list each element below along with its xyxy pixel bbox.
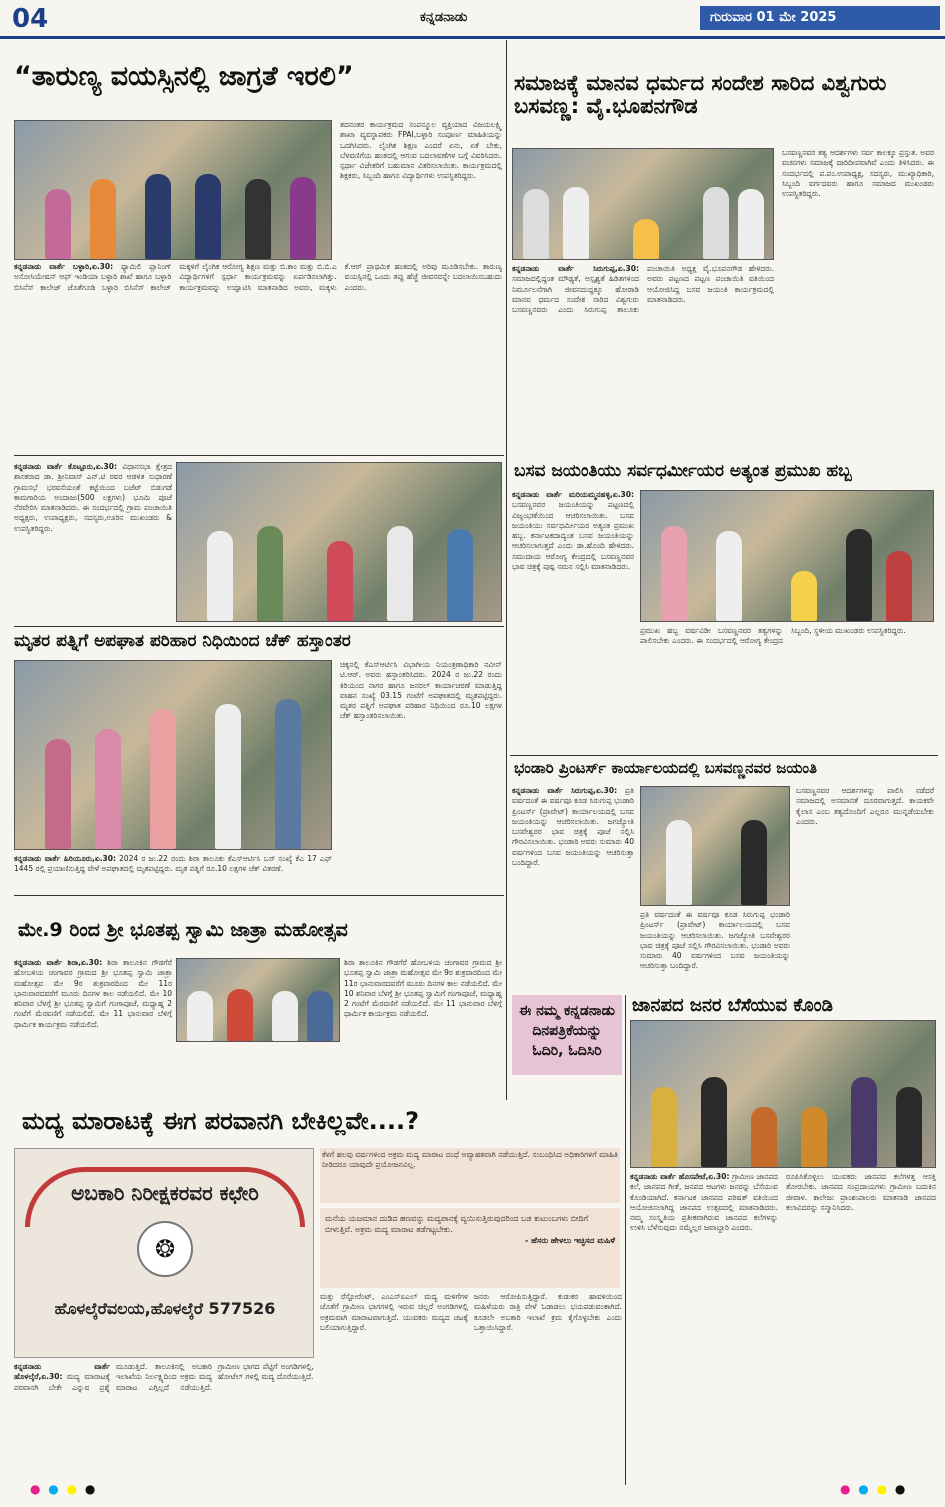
body-a2: ಕನ್ನಡನಾಡು ವಾರ್ತೆ ಸಿರುಗುಪ್ಪ,ಏ.30: ಸಮಾಜದಲ್ಲಿದ್ದಂತ ಮೌಢ್ಯತೆ, ಅಸ್ಪೃಶ್ಯತೆ ಹಿಡಿತಗಳಿಂದ ನಿರ್ಮೂಲನೆಗಾಗಿ ಜೀವನದುದ್ದಕ್ಕೂ ಹೋರಾಡಿ ಮಾನವ ಧರ್ಮದ ಸಂದೇಶ ಸಾರಿದ ವಿಶ್ವಗುರು ಬಸವಣ್ಣನವರು ಎಂದು ಸಿರುಗುಪ್ಪ ತಾಲೂಕು ಪಂಚಾಯಿತಿ ಅಧ್ಯಕ್ಷ ವೈ.ಭೂಪನಗೌಡ ಹೇಳಿದರು. ಅವರು ಪಟ್ಟಣದ ಪಟ್ಟಣ ಪಂಚಾಯಿತಿ ವತಿಯಿಂದ ಆಯೋಜಿಸಿದ್ದ ಬಸವ ಜಯಂತಿ ಕಾರ್ಯಕ್ರಮದಲ್ಲಿ ಮಾತನಾಡಿದರು. <box>512 264 774 315</box>
section-rule <box>14 455 504 456</box>
headline-a4: ಮೃತರ ಪತ್ನಿಗೆ ಅಪಘಾತ ಪರಿಹಾರ ನಿಧಿಯಿಂದ ಚೆಕ್ ಹಸ್ತಾಂತರ <box>14 631 351 651</box>
dateline-a5: ಕನ್ನಡನಾಡು ವಾರ್ತೆ ಶಿರಾ,ಏ.30: <box>14 958 103 967</box>
headline-a1: “ತಾರುಣ್ಯ ವಯಸ್ಸಿನಲ್ಲಿ ಜಾಗ್ರತೆ ಇರಲಿ” <box>14 61 354 92</box>
body-a7: ಕನ್ನಡನಾಡು ವಾರ್ತೆ ಸಿರುಗುಪ್ಪ,ಏ.30: ಪ್ರತಿ ವರ್ಷದಂತೆ ಈ ವರ್ಷವೂ ಕೂಡ ಸಿರುಗುಪ್ಪ ಭಂಡಾರಿ ಪ್ರಿಂಟರ್ಸ್ (ಪ್ರಾವೇಟ್) ಕಾರ್ಯಾಲಯದಲ್ಲಿ ಬಸವ ಜಯಂತಿಯನ್ನು ಆಚರಿಸಲಾಯಿತು. ಜಗಜ್ಯೋತಿ ಬಸವೇಶ್ವರರ ಭಾವ ಚಿತ್ರಕ್ಕೆ ಪೂಜೆ ಸಲ್ಲಿಸಿ ಗೌರವಿಸಲಾಯಿತು. ಭಂಡಾರಿ ಅವರು ಸುಮಾರು 40 ವರ್ಷಗಳಿಂದ ಬಸವ ಜಯಂತಿಯನ್ನು ಆಚರಿಸುತ್ತಾ ಬಂದಿದ್ದಾರೆ. <box>512 786 634 868</box>
photo-a4 <box>14 660 332 850</box>
photo-a8 <box>630 1020 936 1168</box>
photo-a1 <box>14 120 332 260</box>
photo-a7 <box>640 786 790 906</box>
photo-a2 <box>512 148 774 260</box>
body-a9-col3: ಜನರು ಆರೋಪಿಸುತ್ತಿದ್ದಾರೆ. ಕುಡುಕರ ಹಾವಳಿಯಿಂದ ಮಹಿಳೆಯರು ರಾತ್ರಿ ವೇಳೆ ಓಡಾಡಲು ಭಯಪಡುವಂತಾಗಿದೆ. ಕೂಡಲೇ ಅಬಕಾರಿ ಇಲಾಖೆ ಕ್ರಮ ಕೈಗೊಳ್ಳಬೇಕು ಎಂದು ಒತ್ತಾಯಿಸಿದ್ದಾರೆ. <box>474 1292 622 1332</box>
dateline-a1: ಕನ್ನಡನಾಡು ವಾರ್ತೆ ಬಳ್ಳಾರಿ,ಏ.30: <box>14 262 114 271</box>
body-a9-col2: ಮತ್ತು ರೆಸ್ಟೋರೆಂಟ್, ಎಂಎಸ್ಐಎಲ್ ಮದ್ಯ ಮಳಿಗೆಗಳ ಜೊತೆಗೆ ಗ್ರಾಮೀಣ ಭಾಗಗಳಲ್ಲಿ ಇರುವ ಚಿಲ್ಲರೆ ಅಂಗಡಿಗಳಲ್ಲಿ ಅಕ್ರಮವಾಗಿ ಮಾರಾಟವಾಗುತ್ತಿದೆ. ಯುವಕರು ಮದ್ಯದ ಚಟಕ್ಕೆ ಬಲಿಯಾಗುತ್ತಿದ್ದಾರೆ. <box>320 1292 468 1332</box>
body-a2b: ಬಸವಣ್ಣನವರ ತತ್ವ ಆದರ್ಶಗಳು ಸರ್ವ ಕಾಲಕ್ಕೂ ಪ್ರಸ್ತುತ. ಅವರ ವಚನಗಳು ಸಮಾಜಕ್ಕೆ ದಾರಿದೀಪವಾಗಿವೆ ಎಂದು ತಿಳಿಸಿದರು. ಈ ಸಂದರ್ಭದಲ್ಲಿ ಪ.ಪಂ.ಉಪಾಧ್ಯಕ್ಷ, ಸದಸ್ಯರು, ಮುಖ್ಯಾಧಿಕಾರಿ, ಸಿಬ್ಬಂದಿ ವರ್ಗದವರು ಹಾಗೂ ಸಮಾಜದ ಮುಖಂಡರು ಉಪಸ್ಥಿತರಿದ್ದರು. <box>782 148 934 199</box>
headline-a7: ಭಂಡಾರಿ ಪ್ರಿಂಟರ್ಸ್ ಕಾರ್ಯಾಲಯದಲ್ಲಿ ಬಸವಣ್ಣನವರ ಜಯಂತಿ <box>514 759 817 777</box>
dateline-a8: ಕನ್ನಡನಾಡು ವಾರ್ತೆ ಹೊಸಪೇಟೆ,ಏ.30: <box>630 1172 730 1181</box>
body-a8: ಕನ್ನಡನಾಡು ವಾರ್ತೆ ಹೊಸಪೇಟೆ,ಏ.30: ಗ್ರಾಮೀಣ ಜಾನಪದ ಕಲೆ, ಜಾನಪದ ಗೀತೆ, ಜನಪದ ಆಟಗಳು ಜನರನ್ನು ಬೆಸೆಯುವ ಕೊಂಡಿಯಾಗಿದೆ. ಕರ್ನಾಟಕ ಜಾನಪದ ಪರಿಷತ್ ವತಿಯಿಂದ ಆಯೋಜಿಸಲಾಗಿದ್ದ ಜಾನಪದ ಉತ್ಸವದಲ್ಲಿ ಮಾತನಾಡಿದರು. ನಮ್ಮ ಸಂಸ್ಕೃತಿಯ ಪ್ರತೀಕವಾಗಿರುವ ಜಾನಪದ ಕಲೆಗಳನ್ನು ಉಳಿಸಿ ಬೆಳೆಸುವುದು ನಮ್ಮೆಲ್ಲರ ಜವಾಬ್ದಾರಿ ಎಂದರು. <box>630 1172 778 1233</box>
body-a4: ಚಿಕ್ಕನಲ್ಲಿ ಕೆಎಸ್ಆರ್ಟಿಸಿ ವಿಭಾಗೀಯ ನಿಯಂತ್ರಣಾಧಿಕಾರಿ ನವೀನ್ ಟಿ.ಆರ್. ಅವರು ಹಸ್ತಾಂತರಿಸಿದರು. 2024 ರ ಜು.22 ರಂದು ಕಿರಿಯಂದ ನಾಗರ ಹಾಗೂ ಜನರಲ್ ಕಾರ್ಯಾಚರಣೆ ಮಾಡುತ್ತಿದ್ದ ವಾಹನ ಸಂಖ್ಯೆ 03.15 ಗಂಟೆಗೆ ಅಪಘಾತದಲ್ಲಿ ಮೃತಪಟ್ಟಿದ್ದರು. ಮೃತರ ಪತ್ನಿಗೆ ಅಪಘಾತ ಪರಿಹಾರ ನಿಧಿಯಿಂದ ರೂ.10 ಲಕ್ಷಗಳ ಚೆಕ್ ಹಸ್ತಾಂತರಿಸಲಾಯಿತು. <box>340 660 502 721</box>
photo-a9-office-sign <box>14 1148 314 1358</box>
photo-a6 <box>640 490 934 622</box>
quote-signature: - ಹೆಸರು ಹೇಳಲು ಇಚ್ಛಿಸದ ಮಹಿಳೆ <box>525 1236 615 1245</box>
body-a9: ಕನ್ನಡನಾಡು ವಾರ್ತೆ ಹೊಳಲ್ಕೆರೆ,ಏ.30: ಮದ್ಯ ಮಾರಾಟಕ್ಕೆ ಪರವಾನಗಿ ಬೇಕೇ ಎನ್ನುವ ಪ್ರಶ್ನೆ ಮೂಡುತ್ತಿದೆ. ತಾಲೂಕಿನಲ್ಲಿ ಅಬಕಾರಿ ಇಲಾಖೆಯ ನಿರ್ಲಕ್ಷ್ಯದಿಂದ ಅಕ್ರಮ ಮದ್ಯ ಮಾರಾಟ ಎಗ್ಗಿಲ್ಲದೆ ನಡೆಯುತ್ತಿದೆ. ಗ್ರಾಮೀಣ ಭಾಗದ ಪೆಟ್ಟಿಗೆ ಅಂಗಡಿಗಳಲ್ಲಿ, ಹೋಟೆಲ್ ಗಳಲ್ಲಿ ಮದ್ಯ ದೊರೆಯುತ್ತಿದೆ. <box>14 1362 314 1392</box>
body-a6: ಕನ್ನಡನಾಡು ವಾರ್ತೆ ಮರಿಯಮ್ಮನಹಳ್ಳಿ,ಏ.30: ಬಸವಣ್ಣನವರ ಜಯಂತಿಯನ್ನು ಪಟ್ಟಣದಲ್ಲಿ ವಿಜೃಂಭಣೆಯಿಂದ ಆಚರಿಸಲಾಯಿತು. ಬಸವ ಜಯಂತಿಯು ಸರ್ವಧರ್ಮೀಯರ ಅತ್ಯಂತ ಪ್ರಮುಖ ಹಬ್ಬ. ಕರ್ನಾಟಕದಾದ್ಯಂತ ಬಸವ ಜಯಂತಿಯನ್ನು ಆಚರಿಸಲಾಗುತ್ತದೆ ಎಂದು ಡಾ.ಹೊಂದಿ ಹೇಳಿದರು. ಸಮುದಾಯ ಆರೋಗ್ಯ ಕೇಂದ್ರದಲ್ಲಿ ಬಸವಣ್ಣನವರ ಭಾವ ಚಿತ್ರಕ್ಕೆ ಪುಷ್ಪ ನಮನ ಸಲ್ಲಿಸಿ ಮಾತನಾಡಿದರು. <box>512 490 634 572</box>
body-a7b: ಬಸವಣ್ಣನವರ ಆದರ್ಶಗಳನ್ನು ಪಾಲಿಸಿ ನಡೆದರೆ ಸಮಾಜದಲ್ಲಿ ಅಸಮಾನತೆ ದೂರವಾಗುತ್ತದೆ. ಕಾಯಕವೇ ಕೈಲಾಸ ಎಂಬ ತತ್ವದೊಂದಿಗೆ ಎಲ್ಲರೂ ಮುನ್ನಡೆಯಬೇಕು ಎಂದರು. <box>796 786 934 826</box>
emblem-icon: ❂ <box>137 1221 193 1277</box>
body-a6b: ಪ್ರಮುಖ ಹಬ್ಬ ವರ್ಷವಿಡೀ ಬಸವಣ್ಣನವರ ತತ್ವಗಳನ್ನು ಪಾಲಿಸಬೇಕು ಎಂದರು. ಈ ಸಂದರ್ಭದಲ್ಲಿ ಆರೋಗ್ಯ ಕೇಂದ್ರದ ಸಿಬ್ಬಂದಿ, ಸ್ಥಳೀಯ ಮುಖಂಡರು ಉಪಸ್ಥಿತರಿದ್ದರು. <box>640 626 906 646</box>
column-rule-2 <box>625 995 626 1485</box>
dateline-a2: ಕನ್ನಡನಾಡು ವಾರ್ತೆ ಸಿರುಗುಪ್ಪ,ಏ.30: <box>512 264 639 273</box>
issue-date: ಗುರುವಾರ 01 ಮೇ 2025 <box>700 6 940 30</box>
dateline-a6: ಕನ್ನಡನಾಡು ವಾರ್ತೆ ಮರಿಯಮ್ಮನಹಳ್ಳಿ,ಏ.30: <box>512 490 634 499</box>
section-rule-2 <box>14 626 504 627</box>
promo-box: ಈ ನಮ್ಮ ಕನ್ನಡನಾಡು ದಿನಪತ್ರಿಕೆಯನ್ನು ಓದಿರಿ, ಓದಿಸಿರಿ <box>512 995 622 1075</box>
column-rule <box>506 40 507 1100</box>
body-a1b: ತದನಂತರ ಕಾರ್ಯಕ್ರಮದ ಸಂಪನ್ಮೂಲ ವ್ಯಕ್ತಿಯಾದ ವಿಜಯಲಕ್ಷ್ಮಿ ಶಾಖಾ ವ್ಯವಸ್ಥಾಪಕರು FPAI,ಬಳ್ಳಾರಿ ಸಂಪೂರ್ಣ ಮಾಹಿತಿಯನ್ನು ಒದಗಿಸಿದರು. ಲೈಂಗಿಕ ಶಿಕ್ಷಣ ಎಂದರೆ ಏನು, ಏಕೆ ಬೇಕು, ಬೆಳವಣಿಗೆಯ ಹಂತದಲ್ಲಿ ಆಗುವ ಬದಲಾವಣೆಗಳ ಬಗ್ಗೆ ವಿವರಿಸಿದರು. ಸ್ಪರ್ಧಾ ವಿಜೇತರಿಗೆ ಬಹುಮಾನ ವಿತರಿಸಲಾಯಿತು. ಕಾರ್ಯಕ್ರಮದಲ್ಲಿ ಶಿಕ್ಷಕರು, ಸಿಬ್ಬಂದಿ ಹಾಗೂ ವಿದ್ಯಾರ್ಥಿಗಳು ಉಪಸ್ಥಿತರಿದ್ದರು. <box>340 120 502 181</box>
headline-a2: ಸಮಾಜಕ್ಕೆ ಮಾನವ ಧರ್ಮದ ಸಂದೇಶ ಸಾರಿದ ವಿಶ್ವಗುರು ಬಸವಣ್ಣ: ವೈ.ಭೂಪನಗೌಡ <box>514 71 887 119</box>
photo-a5 <box>176 958 340 1042</box>
body-a5b: ಶಿರಾ ತಾಲೂಕಿನ ಗೌಡಗೆರೆ ಹೋಬಳಿಯ ಚಂಗಾವರ ಗ್ರಾಮದ ಶ್ರೀ ಭೂತಪ್ಪ ಸ್ವಾಮಿ ಜಾತ್ರಾ ಮಹೋತ್ಸವ ಮೇ 9ರ ಶುಕ್ರವಾರದಿಂದ ಮೇ 11ರ ಭಾನುವಾರದವರೆಗೆ ಮೂರು ದಿನಗಳ ಕಾಲ ನಡೆಯಲಿದೆ. ಮೇ 10 ಶನಿವಾರ ಬೆಳಗ್ಗೆ ಶ್ರೀ ಭೂತಪ್ಪ ಸ್ವಾಮಿಗೆ ಗಂಗಾಪೂಜೆ, ಮಧ್ಯಾಹ್ನ 2 ಗಂಟೆಗೆ ಮೆರವಣಿಗೆ ನಡೆಯಲಿದೆ. ಮೇ 11 ಭಾನುವಾರ ಬೆಳಿಗ್ಗೆ ಧಾರ್ಮಿಕ ಕಾರ್ಯಕ್ರಮ ನಡೆಯಲಿದೆ. <box>344 958 502 1019</box>
headline-a9: ಮದ್ಯ ಮಾರಾಟಕ್ಕೆ ಈಗ ಪರವಾನಗಿ ಬೇಕಿಲ್ಲವೇ....? <box>22 1107 420 1135</box>
color-registration-dots-icon: ● ● ● ● <box>30 1482 98 1496</box>
excise-sign-address: ಹೊಳಲ್ಕೆರೆವಲಯ,ಹೊಳಲ್ಕೆರೆ 577526 <box>54 1299 276 1318</box>
masthead: ಕನ್ನಡನಾಡು <box>420 10 468 25</box>
quote-box: ಮನೆಯ ಯಜಮಾನ ದುಡಿದ ಹಣವನ್ನು ಮದ್ಯಪಾನಕ್ಕೆ ವ್ಯಯಿಸುತ್ತಿರುವುದರಿಂದ ಬಡ ಕುಟುಂಬಗಳು ಬೀದಿಗೆ ಬೀಳುತ್ತಿವೆ. ಅಕ್ರಮ ಮದ್ಯ ಮಾರಾಟ ತಡೆಗಟ್ಟಬೇಕು. - ಹೆಸರು ಹೇಳಲು ಇಚ್ಛಿಸದ ಮಹಿಳೆ <box>320 1208 620 1288</box>
excise-sign-title: ಅಬಕಾರಿ ನಿರೀಕ್ಷಕರವರ ಕಛೇರಿ <box>71 1181 259 1205</box>
body-a1: ಕನ್ನಡನಾಡು ವಾರ್ತೆ ಬಳ್ಳಾರಿ,ಏ.30: ಫ್ಯಾಮಿಲಿ ಪ್ಲಾನಿಂಗ್ ಅಸೋಸಿಯೇಷನ್ ಆಫ್ ಇಂಡಿಯಾ ಬಳ್ಳಾರಿ ಶಾಖೆ ಹಾಗೂ ಬಳ್ಳಾರಿ ಬಿಸಿನೆಸ್ ಕಾಲೇಜ್ ಜೊತೆಗೂಡಿ ಬಳ್ಳಾರಿ ಬಿಸಿನೆಸ್ ಕಾಲೇಜ್ ಮಕ್ಕಳಿಗೆ ಲೈಂಗಿಕ ಆರೋಗ್ಯ ಶಿಕ್ಷಣ ಮತ್ತು ಬಿ.ಕಾಂ ಮತ್ತು ಬಿ.ಬಿ.ಎ ವಿದ್ಯಾರ್ಥಿಗಳಿಗೆ ಸ್ಪರ್ಧಾ ಕಾರ್ಯಕ್ರಮವನ್ನು ಏರ್ಪಡಿಸಲಾಗಿತ್ತು. ಕಾರ್ಯಕ್ರಮವನ್ನು ಉದ್ಘಾಟಿಸಿ ಮಾತನಾಡಿದ ಅವರು, ಮಕ್ಕಳು ಕೆ.ಆರ್ ಪ್ರಾಥಮಿಕ ಹಂತದಲ್ಲಿ ಅರಿವು ಮೂಡಿಸಬೇಕು. ತಾರುಣ್ಯ ವಯಸ್ಸಿನಲ್ಲಿ ಒಂದು ತಪ್ಪು ಹೆಜ್ಜೆ ಜೀವನವನ್ನೇ ಬದಲಾಯಿಸಬಹುದು ಎಂದರು. <box>14 262 502 292</box>
body-a4b: ಕನ್ನಡನಾಡು ವಾರ್ತೆ ಹಿರಿಯೂರು,ಏ.30: 2024 ರ ಜು.22 ರಂದು ಶಿರಾ ತಾಲೂಕು ಕೆಎಸ್ಆರ್ಟಿಸಿ ಬಸ್ ಸಂಖ್ಯೆ ಕೆಎ 17 ಎಫ್ 1445 ರಲ್ಲಿ ಪ್ರಯಾಣಿಸುತ್ತಿದ್ದ ವೇಳೆ ಅಪಘಾತದಲ್ಲಿ ಮೃತಪಟ್ಟಿದ್ದರು. ಮೃತ ಪತ್ನಿಗೆ ರೂ.10 ಲಕ್ಷಗಳ ಚೆಕ್ ವಿತರಣೆ. <box>14 854 332 874</box>
body-a5: ಕನ್ನಡನಾಡು ವಾರ್ತೆ ಶಿರಾ,ಏ.30: ಶಿರಾ ತಾಲೂಕಿನ ಗೌಡಗೆರೆ ಹೋಬಳಿಯ ಚಂಗಾವರ ಗ್ರಾಮದ ಶ್ರೀ ಭೂತಪ್ಪ ಸ್ವಾಮಿ ಜಾತ್ರಾ ಮಹೋತ್ಸವ ಮೇ 9ರ ಶುಕ್ರವಾರದಿಂದ ಮೇ 11ರ ಭಾನುವಾರದವರೆಗೆ ಮೂರು ದಿನಗಳ ಕಾಲ ನಡೆಯಲಿದೆ. ಮೇ 10 ಶನಿವಾರ ಬೆಳಗ್ಗೆ ಶ್ರೀ ಭೂತಪ್ಪ ಸ್ವಾಮಿಗೆ ಗಂಗಾಪೂಜೆ, ಮಧ್ಯಾಹ್ನ 2 ಗಂಟೆಗೆ ಮೆರವಣಿಗೆ ನಡೆಯಲಿದೆ. ಮೇ 11 ಭಾನುವಾರ ಬೆಳಿಗ್ಗೆ ಧಾರ್ಮಿಕ ಕಾರ್ಯಕ್ರಮ ನಡೆಯಲಿದೆ. <box>14 958 172 1029</box>
headline-a6: ಬಸವ ಜಯಂತಿಯು ಸರ್ವಧರ್ಮೀಯರ ಅತ್ಯಂತ ಪ್ರಮುಖ ಹಬ್ಬ <box>514 461 852 481</box>
photo-a3 <box>176 462 502 622</box>
section-rule-3 <box>14 895 504 896</box>
section-rule-4 <box>510 755 938 756</box>
page-number: 04 <box>12 4 49 34</box>
dateline-a4: ಕನ್ನಡನಾಡು ವಾರ್ತೆ ಹಿರಿಯೂರು,ಏ.30: <box>14 854 116 863</box>
body-a9-intro: ಕೆಳಗೆ ಹಲವು ವರ್ಷಗಳಿಂದ ಅಕ್ರಮ ಮದ್ಯ ಮಾರಾಟ ದಂಧೆ ಅವ್ಯಾಹತವಾಗಿ ನಡೆಯುತ್ತಿದೆ. ಸಂಬಂಧಿಸಿದ ಅಧಿಕಾರಿಗಳಿಗೆ ಮಾಹಿತಿ ನೀಡಿದರೂ ಯಾವುದೇ ಪ್ರಯೋಜನವಿಲ್ಲ. <box>320 1148 620 1203</box>
headline-a5: ಮೇ.9 ರಿಂದ ಶ್ರೀ ಭೂತಪ್ಪ ಸ್ವಾಮಿ ಜಾತ್ರಾ ಮಹೋತ್ಸವ <box>18 919 348 941</box>
color-registration-dots-icon-right: ● ● ● ● <box>840 1482 908 1496</box>
body-a7c: ಪ್ರತಿ ವರ್ಷದಂತೆ ಈ ವರ್ಷವೂ ಕೂಡ ಸಿರುಗುಪ್ಪ ಭಂಡಾರಿ ಪ್ರಿಂಟರ್ಸ್ (ಪ್ರಾವೇಟ್) ಕಾರ್ಯಾಲಯದಲ್ಲಿ ಬಸವ ಜಯಂತಿಯನ್ನು ಆಚರಿಸಲಾಯಿತು. ಜಗಜ್ಯೋತಿ ಬಸವೇಶ್ವರರ ಭಾವ ಚಿತ್ರಕ್ಕೆ ಪೂಜೆ ಸಲ್ಲಿಸಿ ಗೌರವಿಸಲಾಯಿತು. ಭಂಡಾರಿ ಅವರು ಸುಮಾರು 40 ವರ್ಷಗಳಿಂದ ಬಸವ ಜಯಂತಿಯನ್ನು ಆಚರಿಸುತ್ತಾ ಬಂದಿದ್ದಾರೆ. <box>640 910 790 971</box>
header-rule <box>0 36 945 39</box>
dateline-a3: ಕನ್ನಡನಾಡು ವಾರ್ತೆ ಕೊಟ್ಟೂರು,ಏ.30: <box>14 462 117 471</box>
dateline-a7: ಕನ್ನಡನಾಡು ವಾರ್ತೆ ಸಿರುಗುಪ್ಪ,ಏ.30: <box>512 786 618 795</box>
dateline-a9: ಕನ್ನಡನಾಡು ವಾರ್ತೆ ಹೊಳಲ್ಕೆರೆ,ಏ.30: <box>14 1362 110 1382</box>
headline-a8: ಜಾನಪದ ಜನರ ಬೆಸೆಯುವ ಕೊಂಡಿ <box>632 995 833 1016</box>
body-a3: ಕನ್ನಡನಾಡು ವಾರ್ತೆ ಕೊಟ್ಟೂರು,ಏ.30: ವಿಧಾನಸಭಾ ಕ್ಷೇತ್ರದ ಶಾಸಕರಾದ ಡಾ. ಶ್ರೀನಿವಾಸ್ ಎನ್.ಟಿ ರವರ ಆಡಳಿತ ಸುಧಾರಣೆ ಗ್ರಾಮಸಭೆ ಭರವಸೆಯಂತೆ ಕಟ್ಟೆಯಿಂದ ಬಜೆಟ್ ಬಿಡುಗಡೆ ಕಾಮಗಾರಿಯ ಅಂದಾಜು(500 ಲಕ್ಷಗಳು) ಭೂಮಿ ಪೂಜೆ ನೆರವೇರಿಸಿ ಮಾತನಾಡಿದರು. ಈ ಸಂದರ್ಭದಲ್ಲಿ ಗ್ರಾಮ ಪಂಚಾಯಿತಿ ಅಧ್ಯಕ್ಷರು, ಉಪಾಧ್ಯಕ್ಷರು, ಸದಸ್ಯರು,ಊರಿನ ಮುಖಂಡರು & ಉಪಸ್ಥಿತರಿದ್ದರು. <box>14 462 172 533</box>
body-a8b: ರೂಪಿಸಿಕೊಳ್ಳಲು ಯುವಕರು ಜಾನಪದ ಕಲೆಗಳತ್ತ ಆಸಕ್ತಿ ತೋರಬೇಕು. ಜಾನಪದ ಸಂಪ್ರದಾಯಗಳು ಗ್ರಾಮೀಣ ಬದುಕಿನ ಜೀವಾಳ. ಕಾಲೇಜು ಪ್ರಾಂಶುಪಾಲರು ಮಾತನಾಡಿ ಜಾನಪದ ಕಲಾವಿದರನ್ನು ಸನ್ಮಾನಿಸಿದರು. <box>786 1172 936 1212</box>
